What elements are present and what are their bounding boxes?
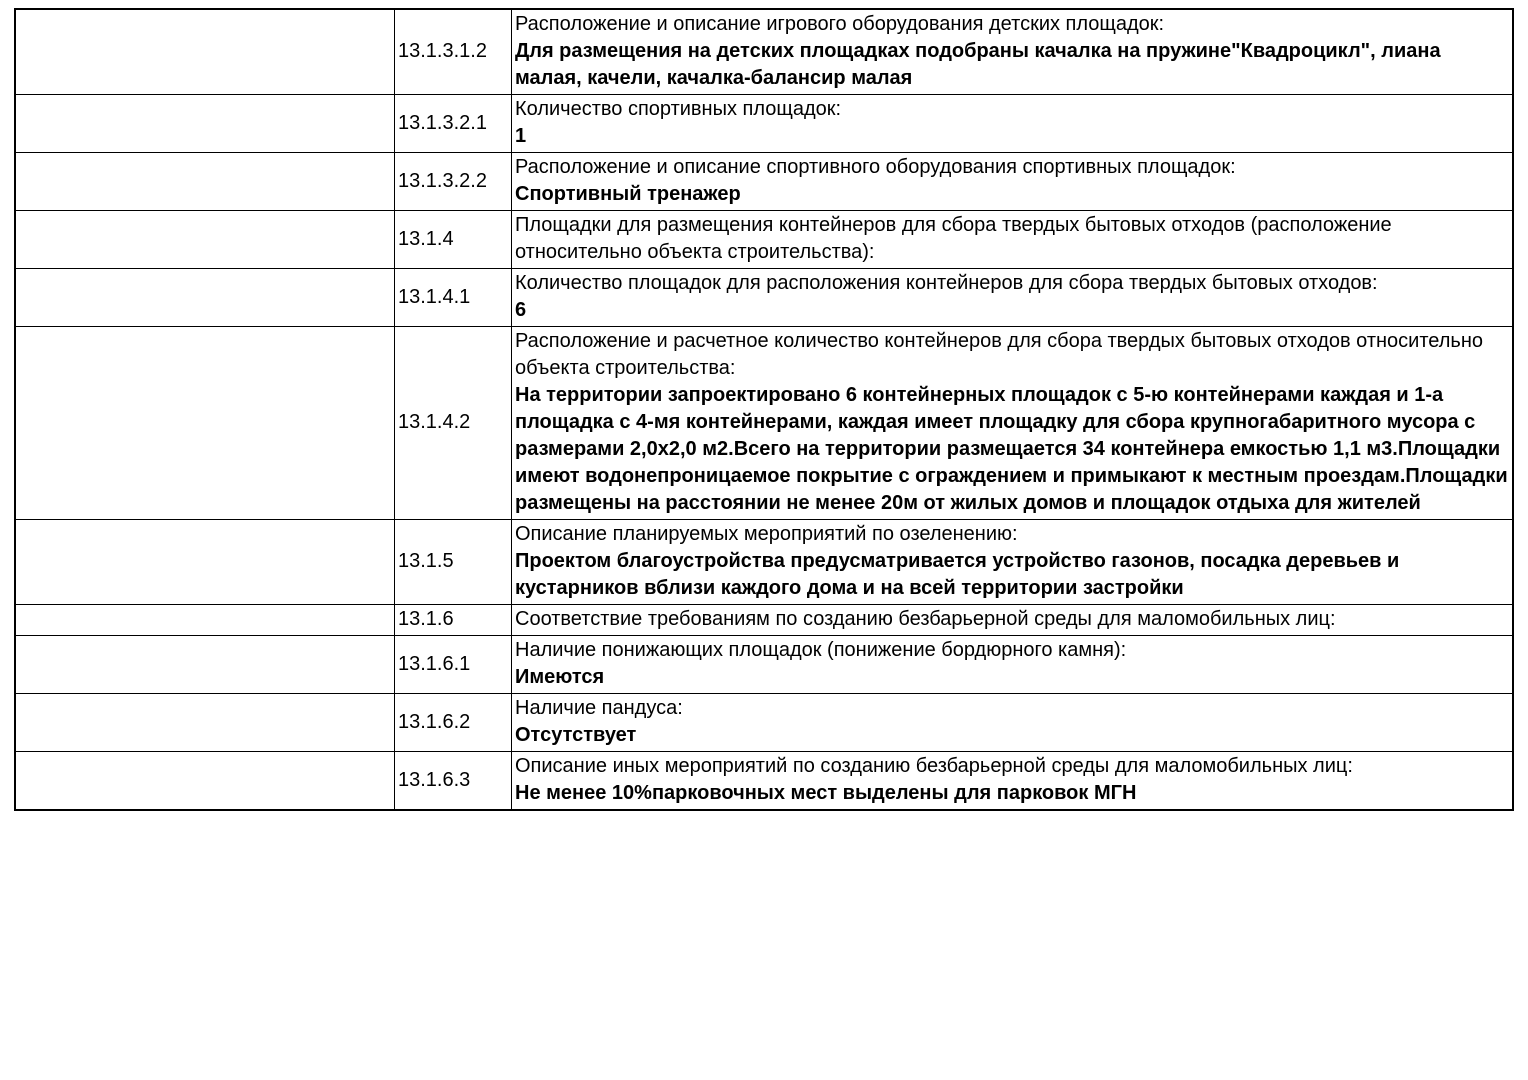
row-code: 13.1.4.1 — [395, 269, 512, 327]
row-content-cell — [512, 269, 1514, 327]
table-row — [15, 327, 1513, 520]
empty-cell — [15, 752, 395, 811]
row-value: Для размещения на детских площадках подобраны качалка на пружине"Квадроцикл", лиана малая, качели, качалка-балансир малая — [515, 40, 1441, 89]
table-row — [15, 752, 1513, 811]
row-label: Расположение и описание игрового оборудования детских площадок: — [515, 13, 1165, 35]
table-row — [15, 520, 1513, 605]
table-row — [15, 636, 1513, 694]
table-row — [15, 269, 1513, 327]
row-content-cell — [512, 327, 1514, 520]
row-content-cell — [512, 520, 1514, 605]
empty-cell — [15, 694, 395, 752]
row-content-cell — [512, 636, 1514, 694]
table-row — [15, 9, 1513, 95]
empty-cell — [15, 520, 395, 605]
empty-cell — [15, 211, 395, 269]
row-label: Количество площадок для расположения контейнеров для сбора твердых бытовых отходов: — [515, 272, 1378, 294]
table-row — [15, 211, 1513, 269]
row-label: Описание планируемых мероприятий по озеленению: — [515, 523, 1018, 545]
row-content-cell — [512, 752, 1514, 811]
row-content-cell — [512, 9, 1514, 95]
table-row — [15, 95, 1513, 153]
row-code: 13.1.3.1.2 — [395, 9, 512, 95]
empty-cell — [15, 95, 395, 153]
empty-cell — [15, 269, 395, 327]
row-value: На территории запроектировано 6 контейнерных площадок с 5-ю контейнерами каждая и 1-а площадка с 4-мя контейнерами, каждая имеет площадку для сбора крупногабаритного мусора с размерами 2,0х2,0 м2.Всего на территории размещается 34 контейнера емкостью 1,1 м3.Площадки имеют водонепроницаемое покрытие с ограждением и примыкают к местным проездам.Площадки размещены на расстоянии не менее 20м от жилых домов и площадок отдыха для жителей — [515, 384, 1508, 514]
row-label: Наличие понижающих площадок (понижение бордюрного камня): — [515, 639, 1127, 661]
row-content-cell — [512, 95, 1514, 153]
row-value: Не менее 10%парковочных мест выделены для парковок МГН — [515, 782, 1137, 804]
row-content-cell — [512, 211, 1514, 269]
row-value: Отсутствует — [515, 724, 637, 746]
table-row — [15, 605, 1513, 636]
empty-cell — [15, 153, 395, 211]
row-content-cell — [512, 694, 1514, 752]
row-label: Количество спортивных площадок: — [515, 98, 842, 120]
row-code: 13.1.4 — [395, 211, 512, 269]
row-label: Соответствие требованиям по созданию безбарьерной среды для маломобильных лиц: — [515, 608, 1336, 630]
attributes-table — [14, 8, 1514, 811]
row-code: 13.1.5 — [395, 520, 512, 605]
table-row — [15, 153, 1513, 211]
row-label: Площадки для размещения контейнеров для сбора твердых бытовых отходов (расположение относительно объекта строительства): — [515, 214, 1392, 263]
row-label: Расположение и описание спортивного оборудования спортивных площадок: — [515, 156, 1236, 178]
row-code: 13.1.6 — [395, 605, 512, 636]
row-code: 13.1.3.2.1 — [395, 95, 512, 153]
table-row — [15, 694, 1513, 752]
row-label: Наличие пандуса: — [515, 697, 683, 719]
empty-cell — [15, 605, 395, 636]
row-code: 13.1.4.2 — [395, 327, 512, 520]
empty-cell — [15, 327, 395, 520]
row-value: Имеются — [515, 666, 605, 688]
empty-cell — [15, 636, 395, 694]
row-label: Расположение и расчетное количество контейнеров для сбора твердых бытовых отходов относительно объекта строительства: — [515, 330, 1484, 379]
empty-cell — [15, 9, 395, 95]
row-value: Спортивный тренажер — [515, 183, 741, 205]
row-value: 6 — [515, 299, 527, 321]
row-content-cell — [512, 153, 1514, 211]
row-code: 13.1.6.2 — [395, 694, 512, 752]
row-value: 1 — [515, 125, 527, 147]
row-code: 13.1.3.2.2 — [395, 153, 512, 211]
row-value: Проектом благоустройства предусматривается устройство газонов, посадка деревьев и кустарников вблизи каждого дома и на всей территории застройки — [515, 550, 1400, 599]
row-code: 13.1.6.1 — [395, 636, 512, 694]
row-code: 13.1.6.3 — [395, 752, 512, 811]
row-label: Описание иных мероприятий по созданию безбарьерной среды для маломобильных лиц: — [515, 755, 1353, 777]
row-content-cell — [512, 605, 1514, 636]
